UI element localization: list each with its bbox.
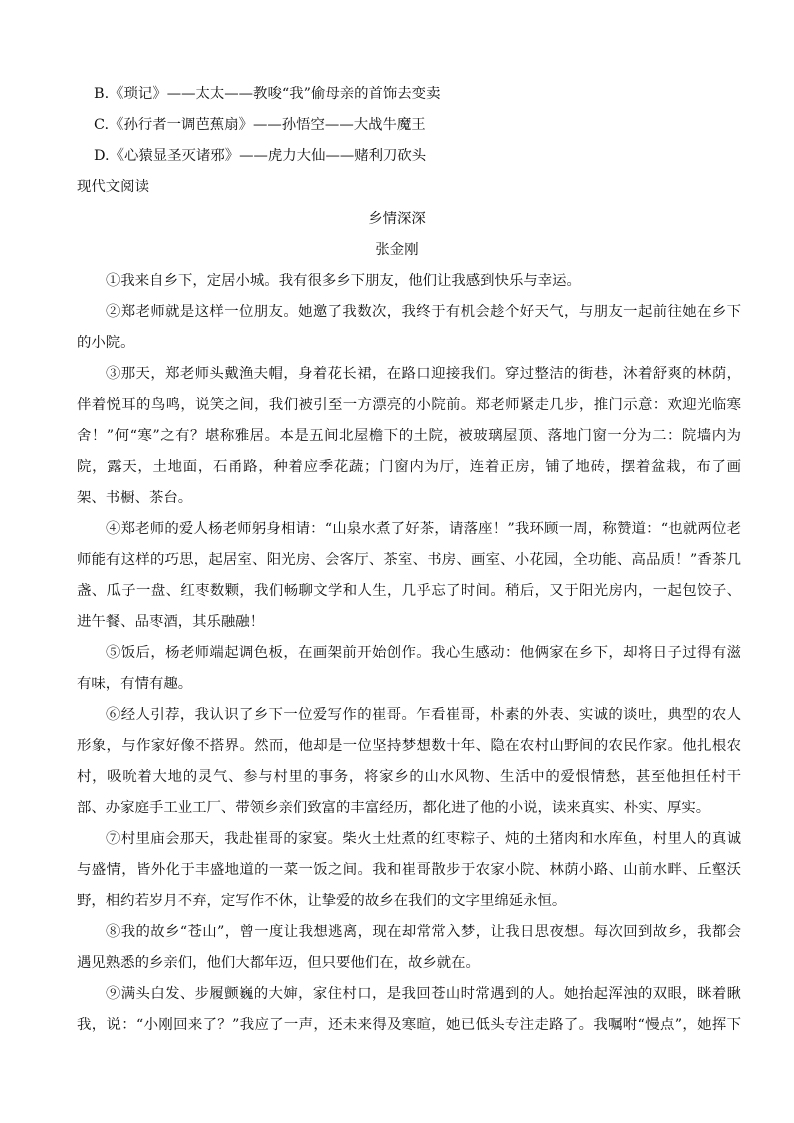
paragraph-line: ④郑老师的爱人杨老师躬身相请：“山泉水煮了好茶，请落座！”我环顾一周，称赞道：“也就两位老 — [106, 521, 741, 537]
paragraph-line: ②郑老师就是这样一位朋友。她邀了我数次，我终于有机会趁个好天气，与朋友一起前往她在乡下 — [106, 304, 741, 320]
paragraph-line: 与盛情，皆外化于丰盛地道的一菜一饭之间。我和崔哥散步于农家小院、林荫小路、山前水畔、丘壑沃 — [77, 862, 741, 878]
article-author: 张金刚 — [375, 242, 419, 258]
article-title: 乡情深深 — [368, 211, 426, 227]
option-b: B.《琐记》——太太——教唆“我”偷母亲的首饰去变卖 — [94, 86, 441, 102]
section-label: 现代文阅读 — [77, 179, 149, 195]
paragraph-line: 架、书橱、茶台。 — [77, 490, 193, 506]
paragraph-line: 村，吸吮着大地的灵气、参与村里的事务，将家乡的山水风物、生活中的爱恨情愁，甚至他担任村干 — [77, 769, 741, 785]
paragraph-line: 形象，与作家好像不搭界。然而，他却是一位坚持梦想数十年、隐在农村山野间的农民作家。他扎根农 — [77, 738, 741, 754]
paragraph-line: 院，露天，土地面，石甬路，种着应季花蔬；门窗内为厅，连着正房，铺了地砖，摆着盆栽，布了画 — [77, 459, 741, 475]
paragraph-line: 野，相约若岁月不弃，定写作不休，让挚爱的故乡在我们的文字里绵延永恒。 — [77, 893, 567, 909]
paragraph-line: ⑦村里庙会那天，我赴崔哥的家宴。柴火土灶煮的红枣粽子、炖的土猪肉和水库鱼，村里人的真诚 — [106, 831, 741, 847]
paragraph-line: 盏、瓜子一盘、红枣数颗，我们畅聊文学和人生，几乎忘了时间。稍后，又于阳光房内，一起包饺子、 — [77, 583, 741, 599]
paragraph-line: 进午餐、品枣酒，其乐融融！ — [77, 614, 265, 630]
paragraph-line: ⑧我的故乡“苍山”，曾一度让我想逃离，现在却常常入梦，让我日思夜想。每次回到故乡，我都会 — [106, 924, 741, 940]
paragraph-line: 部、办家庭手工业工厂、带领乡亲们致富的丰富经历，都化进了他的小说，读来真实、朴实、厚实。 — [77, 800, 711, 816]
paragraph-line: 师能有这样的巧思，起居室、阳光房、会客厅、茶室、书房、画室、小花园，全功能、高品质！”香茶几 — [77, 552, 741, 568]
paragraph-line: 的小院。 — [77, 335, 135, 351]
paragraph-line: 我，说：“小刚回来了？”我应了一声，还未来得及寒暄，她已低头专注走路了。我嘱咐“慢点”，她挥下 — [77, 1017, 741, 1033]
paragraph-line: 舍！”何“寒”之有？堪称雅居。本是五间北屋檐下的土院，被玻璃屋顶、落地门窗一分为二：院墙内为 — [77, 428, 741, 444]
paragraph-line: ⑤饭后，杨老师端起调色板，在画架前开始创作。我心生感动：他俩家在乡下，却将日子过得有滋 — [106, 645, 741, 661]
option-d: D.《心猿显圣灭诸邪》——虎力大仙——赌利刀砍头 — [94, 148, 427, 164]
paragraph-line: 伴着悦耳的鸟鸣，说笑之间，我们被引至一方漂亮的小院前。郑老师紧走几步，推门示意：欢迎光临寒 — [77, 397, 741, 413]
option-c: C.《孙行者一调芭蕉扇》——孙悟空——大战牛魔王 — [94, 117, 426, 133]
paragraph-line: ③那天，郑老师头戴渔夫帽，身着花长裙，在路口迎接我们。穿过整洁的街巷，沐着舒爽的林荫， — [106, 366, 741, 382]
paragraph-line: ⑨满头白发、步履颤巍的大婶，家住村口，是我回苍山时常遇到的人。她抬起浑浊的双眼，眯着瞅 — [106, 986, 741, 1002]
paragraph-line: 有味，有情有趣。 — [77, 676, 193, 692]
paragraph-line: ①我来自乡下，定居小城。我有很多乡下朋友，他们让我感到快乐与幸运。 — [106, 273, 581, 289]
paragraph-line: ⑥经人引荐，我认识了乡下一位爱写作的崔哥。乍看崔哥，朴素的外表、实诚的谈吐，典型的农人 — [106, 707, 741, 723]
paragraph-line: 遇见熟悉的乡亲们，他们大都年迈，但只要他们在，故乡就在。 — [77, 955, 480, 971]
